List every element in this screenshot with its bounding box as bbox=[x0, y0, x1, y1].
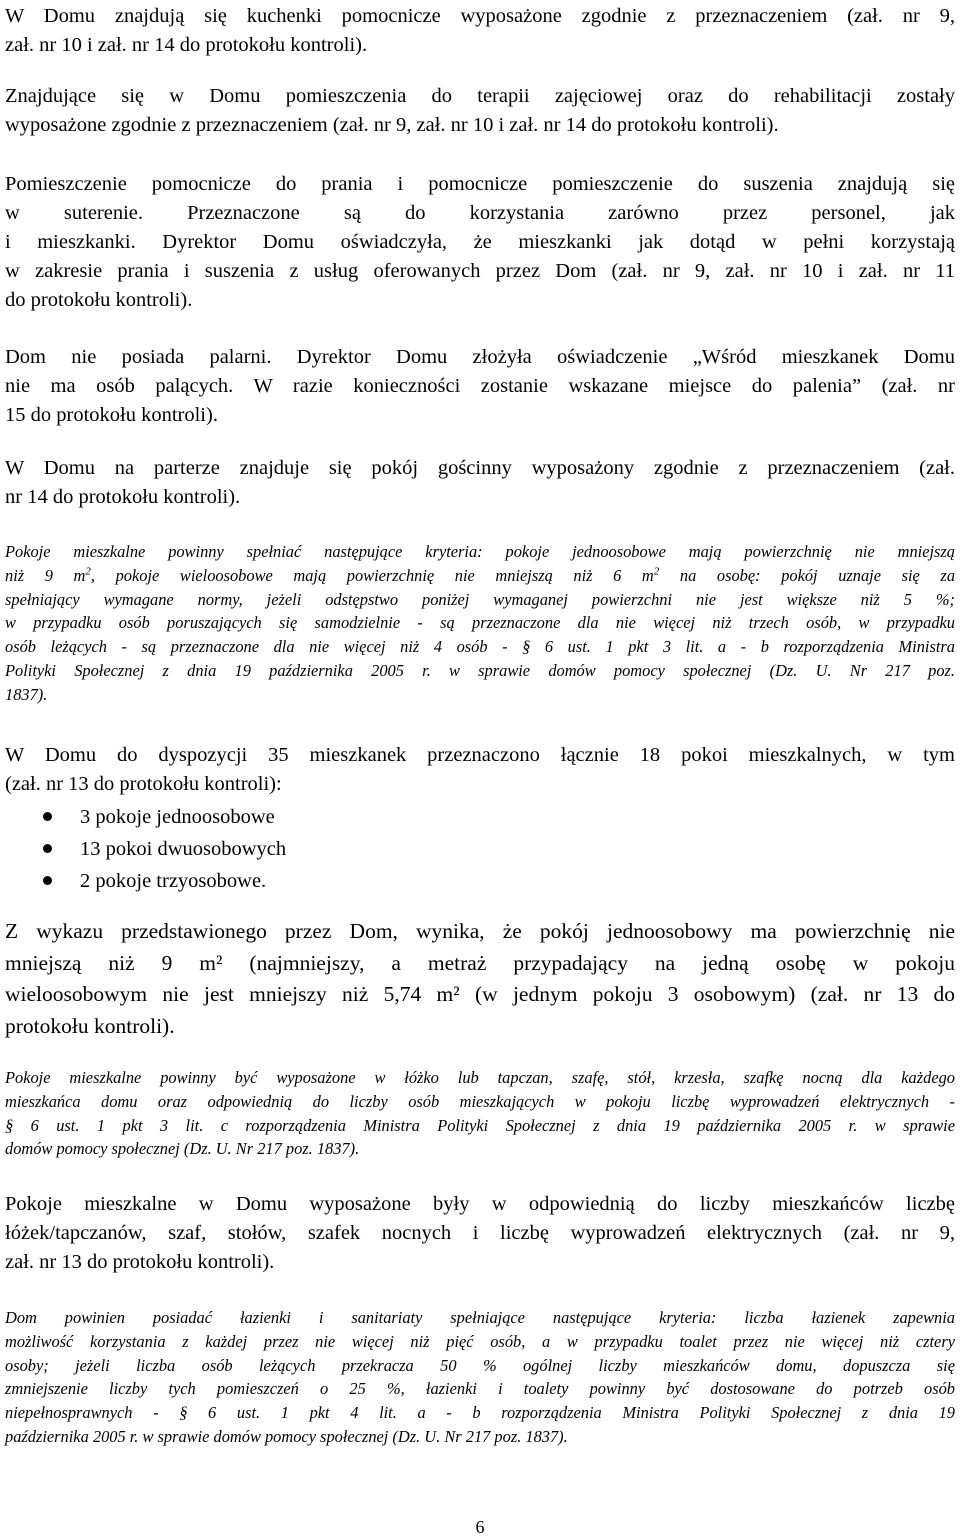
text-line: w przypadku osób poruszających się samodzielnie - są przeznaczone dla nie więcej niż trzech osób, w przypadku bbox=[5, 613, 955, 633]
text-line bbox=[5, 564, 955, 588]
list-item bbox=[5, 865, 705, 897]
paragraph-rooms-count bbox=[5, 741, 955, 799]
text-line: Pokoje mieszkalne w Domu wyposażone były w odpowiednią do liczby mieszkańców liczbę bbox=[5, 1193, 955, 1215]
paragraph-kitchens bbox=[5, 2, 955, 60]
text-line: nie ma osób palących. W razie konieczności zostanie wskazane miejsce do palenia” (zał. nr bbox=[5, 375, 955, 397]
list-item-text: 3 pokoje jednoosobowe bbox=[80, 806, 275, 828]
text-line: 15 do protokołu kontroli). bbox=[5, 404, 218, 426]
text-line: mieszkańca domu oraz odpowiednią do liczby osób mieszkających w pokoju liczbę wyprowadzeń elektrycznych - bbox=[5, 1091, 955, 1111]
text-line: i mieszkanki. Dyrektor Domu oświadczyła, że mieszkanki jak dotąd w pełni korzystają bbox=[5, 231, 955, 253]
regulation-note-room-equipment bbox=[5, 1066, 955, 1161]
room-types-list bbox=[5, 801, 705, 897]
list-item bbox=[5, 833, 705, 865]
list-item bbox=[5, 801, 705, 833]
text-line: zał. nr 13 do protokołu kontroli). bbox=[5, 1251, 275, 1273]
text-line: nr 14 do protokołu kontroli). bbox=[5, 486, 241, 508]
text-line: możliwość korzystania z każdej przez nie więcej niż pięć osób, a w przypadku toalet przez nie więcej niż cztery bbox=[5, 1331, 955, 1351]
text-line: w suterenie. Przeznaczone są do korzystania zarówno przez personel, jak bbox=[5, 202, 955, 224]
text-line: mniejszą niż 9 m² (najmniejszy, a metraż przypadający na jedną osobę w pokoju bbox=[5, 950, 955, 975]
text-line: do protokołu kontroli). bbox=[5, 289, 193, 311]
regulation-note-room-area bbox=[5, 540, 955, 707]
text-line: wyposażone zgodnie z przeznaczeniem (zał. nr 9, zał. nr 10 i zał. nr 14 do protokołu kontroli). bbox=[5, 114, 779, 136]
text-line: Pokoje mieszkalne powinny spełniać następujące kryteria: pokoje jednoosobowe mają powierzchnię nie mniejszą bbox=[5, 542, 955, 561]
page-number: 6 bbox=[475, 1517, 485, 1537]
text-line: Polityki Społecznej z dnia 19 października 2005 r. w sprawie domów pomocy społecznej (Dz. U. Nr 217 poz. bbox=[5, 660, 955, 680]
text-line: zał. nr 10 i zał. nr 14 do protokołu kontroli). bbox=[5, 34, 368, 56]
text-line: Znajdujące się w Domu pomieszczenia do terapii zajęciowej oraz do rehabilitacji zostały bbox=[5, 85, 955, 107]
text-line: osób leżących - są przeznaczone dla nie więcej niż 4 osób - § 6 ust. 1 pkt 3 lit. a - b rozporządzenia Ministra bbox=[5, 637, 955, 657]
text-line: Dom nie posiada palarni. Dyrektor Domu złożyła oświadczenie „Wśród mieszkanek Domu bbox=[5, 346, 955, 368]
text-segment: niż 9 m bbox=[5, 565, 86, 585]
text-line: w zakresie prania i suszenia z usług oferowanych przez Dom (zał. nr 9, zał. nr 10 i zał. nr 11 bbox=[5, 260, 955, 282]
superscript: 2 bbox=[653, 565, 660, 578]
text-line: Pomieszczenie pomocnicze do prania i pomocnicze pomieszczenie do suszenia znajdują się bbox=[5, 173, 955, 195]
text-line: protokołu kontroli). bbox=[5, 1013, 175, 1038]
text-line: Dom powinien posiadać łazienki i sanitariaty spełniające następujące kryteria: liczba łazienek zapewnia bbox=[5, 1308, 955, 1327]
paragraph-therapy-rooms bbox=[5, 82, 955, 140]
text-line: Z wykazu przedstawionego przez Dom, wynika, że pokój jednoosobowy ma powierzchnię nie bbox=[5, 919, 955, 943]
bullet-icon bbox=[43, 812, 52, 821]
superscript: 2 bbox=[85, 565, 91, 578]
paragraph-room-area bbox=[5, 916, 955, 1042]
text-line: wieloosobowym nie jest mniejszy niż 5,74 m² (w jednym pokoju 3 osobowym) (zał. nr 13 do bbox=[5, 982, 955, 1006]
text-line: zmniejszenie liczby tych pomieszczeń o 25 %, łazienki i toalety powinny być dostosowane do potrzeb osób bbox=[5, 1379, 955, 1399]
text-line: § 6 ust. 1 pkt 3 lit. c rozporządzenia Ministra Polityki Społecznej z dnia 19 października 2005 r. w sprawie bbox=[5, 1115, 955, 1135]
regulation-note-bathrooms bbox=[5, 1306, 955, 1449]
paragraph-room-equipment bbox=[5, 1190, 955, 1277]
text-line: łóżek/tapczanów, szaf, stołów, szafek nocnych i liczbę wyprowadzeń elektrycznych (zał. nr 9, bbox=[5, 1222, 955, 1244]
text-line: W Domu na parterze znajduje się pokój gościnny wyposażony zgodnie z przeznaczeniem (zał. bbox=[5, 457, 955, 479]
bullet-icon bbox=[43, 876, 52, 885]
text-segment: na osobę: pokój uznaje się za bbox=[659, 565, 956, 585]
text-line: października 2005 r. w sprawie domów pomocy społecznej (Dz. U. Nr 217 poz. 1837). bbox=[5, 1426, 568, 1446]
text-line: spełniający wymagane normy, jeżeli odstępstwo poniżej wymaganej powierzchni nie jest większe niż 5 %; bbox=[5, 589, 955, 609]
text-line: osoby; jeżeli liczba osób leżących przekracza 50 % ogólnej liczby mieszkańców domu, dopuszcza się bbox=[5, 1355, 955, 1375]
text-line: (zał. nr 13 do protokołu kontroli): bbox=[5, 773, 282, 795]
text-segment: , pokoje wieloosobowe mają powierzchnię nie mniejszą niż 6 m bbox=[90, 565, 654, 585]
text-line: Pokoje mieszkalne powinny być wyposażone w łóżko lub tapczan, szafę, stół, krzesła, szafkę nocną dla każdego bbox=[5, 1068, 955, 1087]
bullet-icon bbox=[43, 844, 52, 853]
text-line: domów pomocy społecznej (Dz. U. Nr 217 poz. 1837). bbox=[5, 1139, 360, 1159]
paragraph-smoking-room bbox=[5, 343, 955, 430]
list-item-text: 13 pokoi dwuosobowych bbox=[80, 838, 287, 860]
paragraph-guest-room bbox=[5, 454, 955, 512]
text-line: 1837). bbox=[5, 684, 48, 704]
text-line: W Domu do dyspozycji 35 mieszkanek przeznaczono łącznie 18 pokoi mieszkalnych, w tym bbox=[5, 744, 955, 766]
text-line: W Domu znajdują się kuchenki pomocnicze wyposażone zgodnie z przeznaczeniem (zał. nr 9, bbox=[5, 5, 955, 27]
list-item-text: 2 pokoje trzyosobowe. bbox=[80, 870, 267, 892]
paragraph-laundry bbox=[5, 170, 955, 315]
text-line: niepełnosprawnych - § 6 ust. 1 pkt 4 lit. a - b rozporządzenia Ministra Polityki Społecznej z dnia 19 bbox=[5, 1403, 955, 1423]
